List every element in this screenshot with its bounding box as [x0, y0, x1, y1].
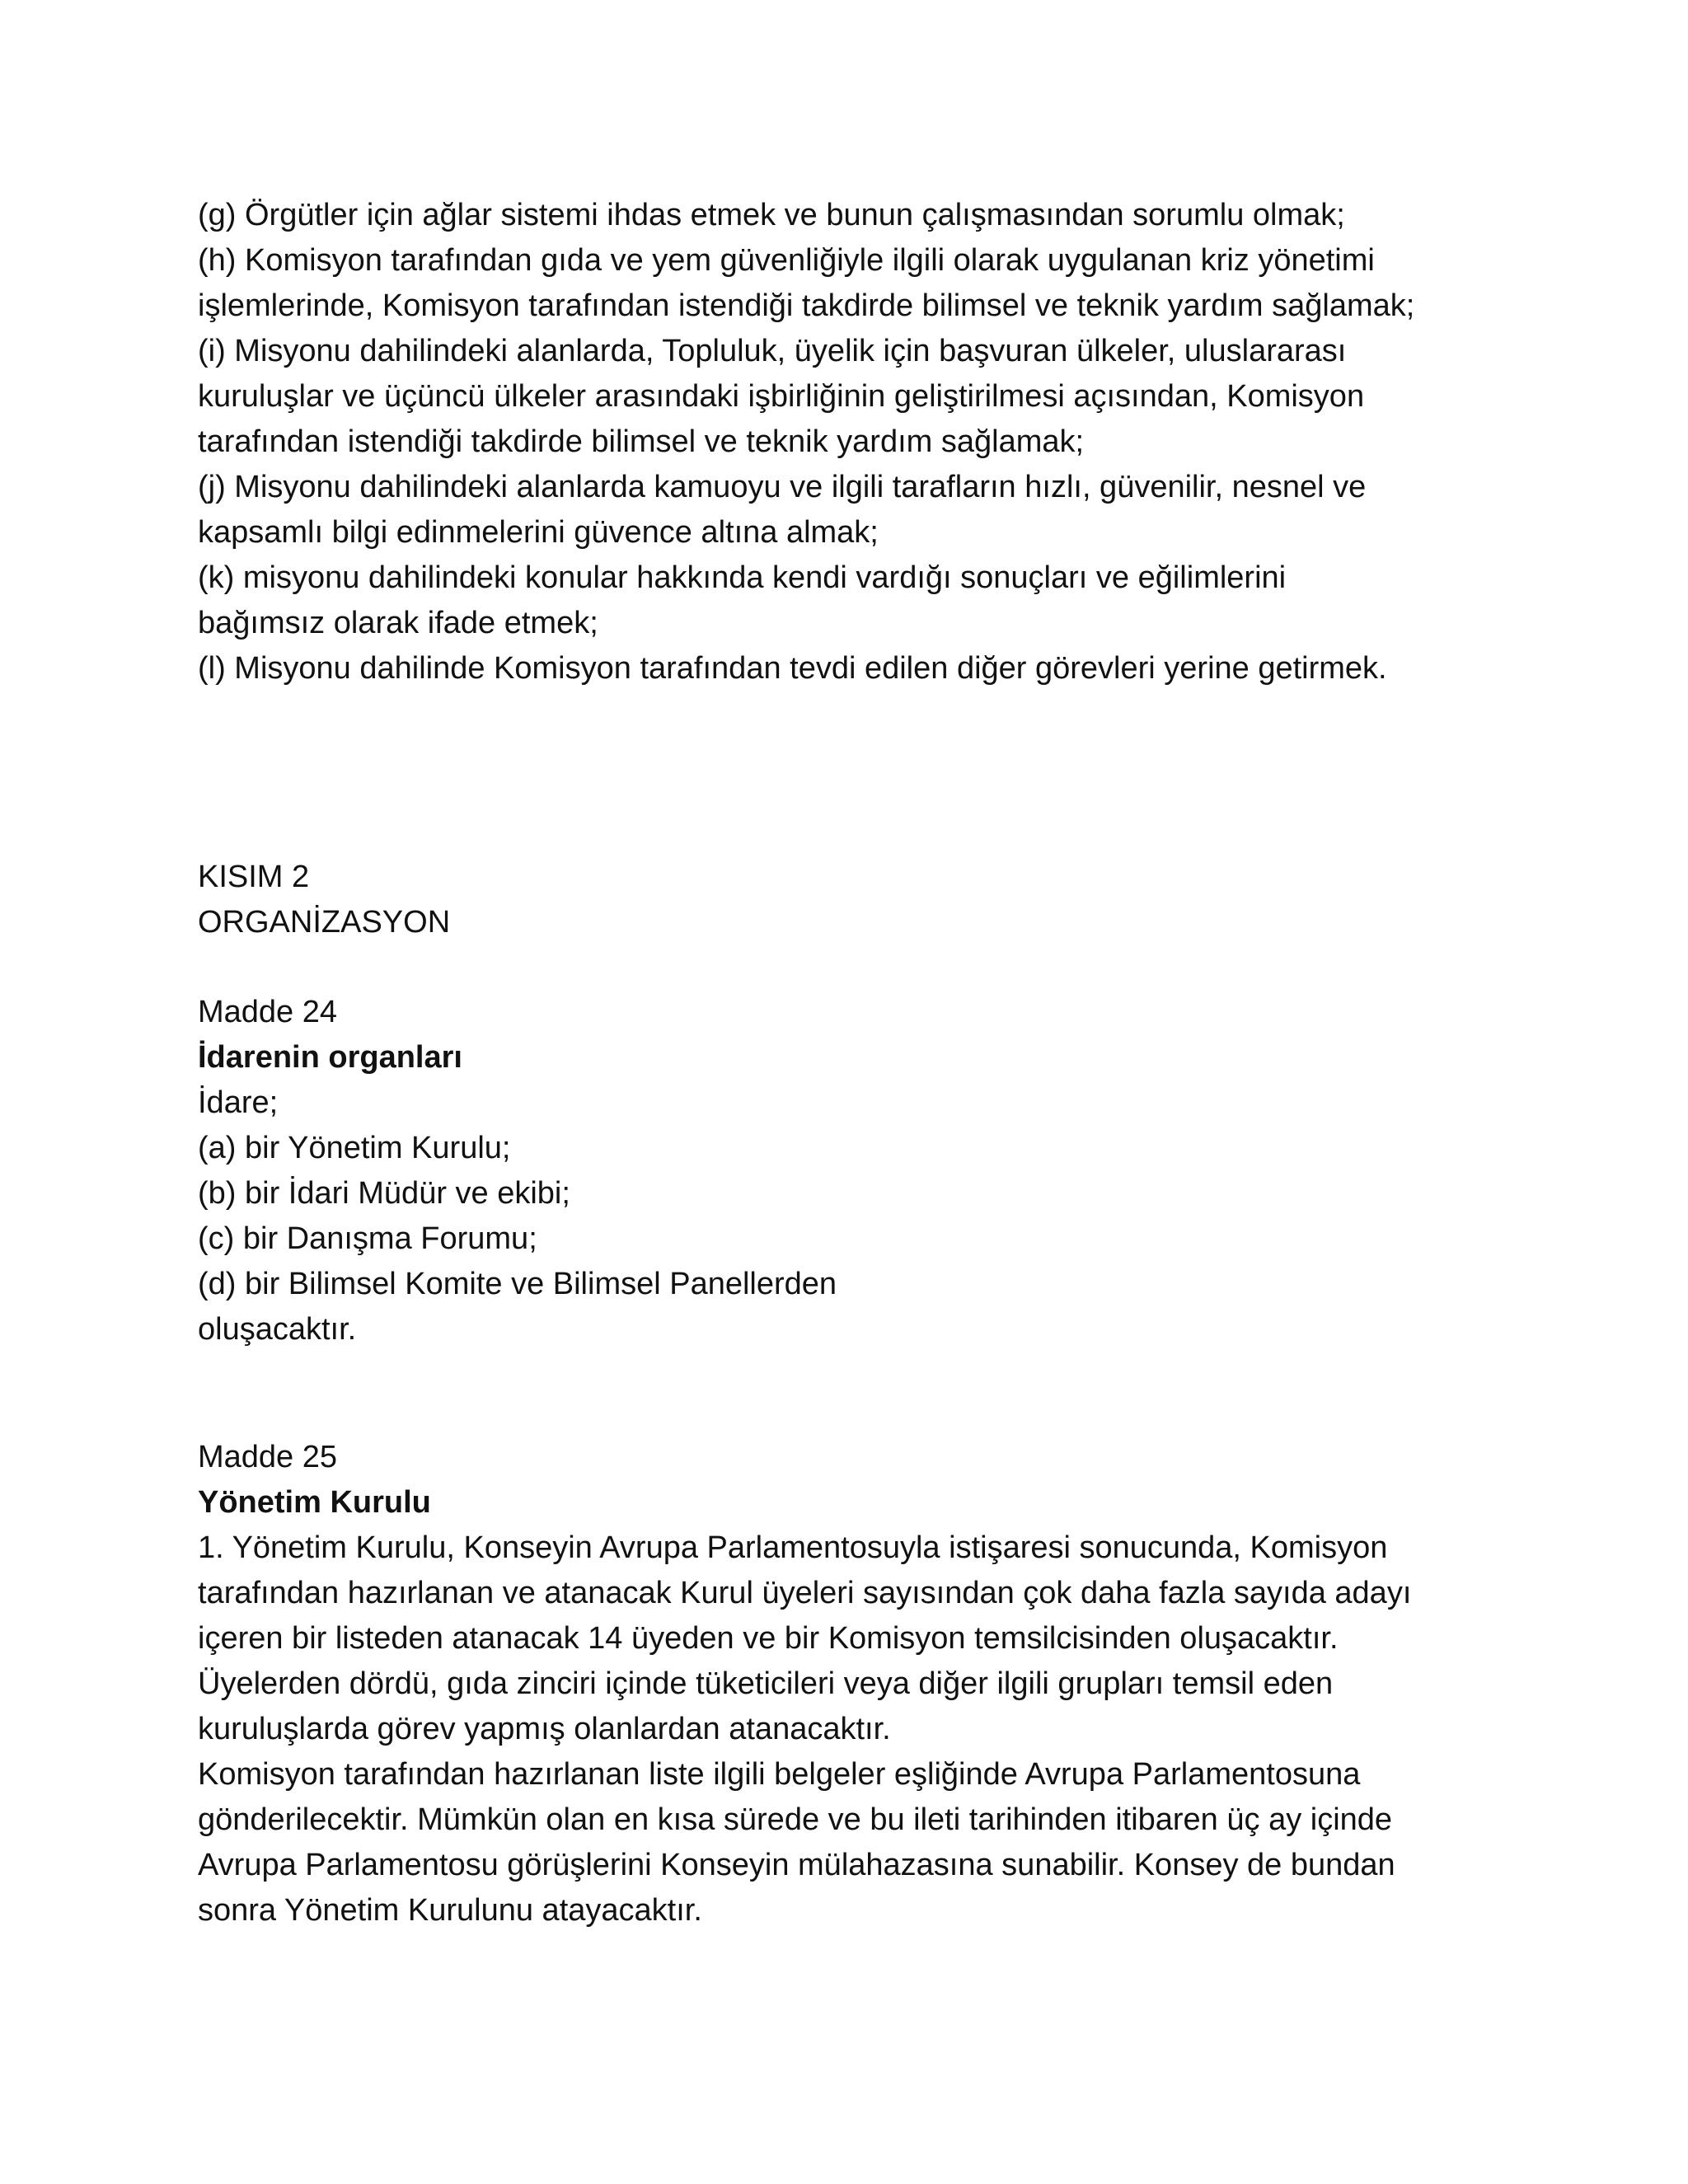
- article-line: İdare;: [198, 1085, 279, 1120]
- duty-line: kuruluşlar ve üçüncü ülkeler arasındaki işbirliğinin geliştirilmesi açısından, Komisyon: [198, 379, 1365, 414]
- part-label: KISIM 2: [198, 860, 310, 894]
- article-line: kuruluşlarda görev yapmış olanlardan atanacaktır.: [198, 1712, 891, 1746]
- article-24: [198, 990, 1517, 1352]
- article-line: (d) bir Bilimsel Komite ve Bilimsel Panellerden: [198, 1267, 837, 1301]
- article-line: 1. Yönetim Kurulu, Konseyin Avrupa Parlamentosuyla istişaresi sonucunda, Komisyon: [198, 1530, 1388, 1565]
- part-title: ORGANİZASYON: [198, 905, 451, 940]
- duty-line: (i) Misyonu dahilindeki alanlarda, Topluluk, üyelik için başvuran ülkeler, uluslararası: [198, 334, 1347, 368]
- article-line: gönderilecektir. Mümkün olan en kısa sürede ve bu ileti tarihinden itibaren üç ay içinde: [198, 1802, 1393, 1837]
- article-line: sonra Yönetim Kurulunu atayacaktır.: [198, 1893, 702, 1928]
- duties-list: [198, 193, 1517, 691]
- duty-line: (l) Misyonu dahilinde Komisyon tarafından tevdi edilen diğer görevleri yerine getirmek.: [198, 651, 1387, 686]
- article-line: (b) bir İdari Müdür ve ekibi;: [198, 1176, 570, 1211]
- article-line: içeren bir listeden atanacak 14 üyeden ve bir Komisyon temsilcisinden oluşacaktır.: [198, 1621, 1339, 1656]
- duty-line: (k) misyonu dahilindeki konular hakkında kendi vardığı sonuçları ve eğilimlerini: [198, 560, 1287, 595]
- article-number: Madde 25: [198, 1440, 338, 1474]
- part-heading: [198, 855, 1517, 945]
- article-line: (c) bir Danışma Forumu;: [198, 1221, 537, 1256]
- duty-line: (h) Komisyon tarafından gıda ve yem güvenliğiyle ilgili olarak uygulanan kriz yönetimi: [198, 243, 1375, 278]
- article-line: Üyelerden dördü, gıda zinciri içinde tüketicileri veya diğer ilgili grupları temsil eden: [198, 1666, 1334, 1701]
- article-line: (a) bir Yönetim Kurulu;: [198, 1131, 511, 1165]
- duty-line: kapsamlı bilgi edinmelerini güvence altına almak;: [198, 515, 879, 550]
- article-heading: Yönetim Kurulu: [198, 1485, 431, 1520]
- article-line: oluşacaktır.: [198, 1312, 357, 1347]
- duty-line: tarafından istendiği takdirde bilimsel ve teknik yardım sağlamak;: [198, 424, 1085, 459]
- article-line: tarafından hazırlanan ve atanacak Kurul üyeleri sayısından çok daha fazla sayıda adayı: [198, 1576, 1412, 1610]
- article-number: Madde 24: [198, 995, 338, 1029]
- article-line: Avrupa Parlamentosu görüşlerini Konseyin mülahazasına sunabilir. Konsey de bundan: [198, 1848, 1395, 1882]
- article-25: [198, 1435, 1517, 1933]
- article-heading: İdarenin organları: [198, 1040, 462, 1075]
- duty-line: işlemlerinde, Komisyon tarafından istendiği takdirde bilimsel ve teknik yardım sağlamak;: [198, 288, 1415, 323]
- duty-line: (j) Misyonu dahilindeki alanlarda kamuoyu ve ilgili tarafların hızlı, güvenilir, nesnel ve: [198, 470, 1367, 504]
- article-line: Komisyon tarafından hazırlanan liste ilgili belgeler eşliğinde Avrupa Parlamentosuna: [198, 1757, 1361, 1792]
- duty-line: (g) Örgütler için ağlar sistemi ihdas etmek ve bunun çalışmasından sorumlu olmak;: [198, 198, 1345, 232]
- duty-line: bağımsız olarak ifade etmek;: [198, 606, 598, 640]
